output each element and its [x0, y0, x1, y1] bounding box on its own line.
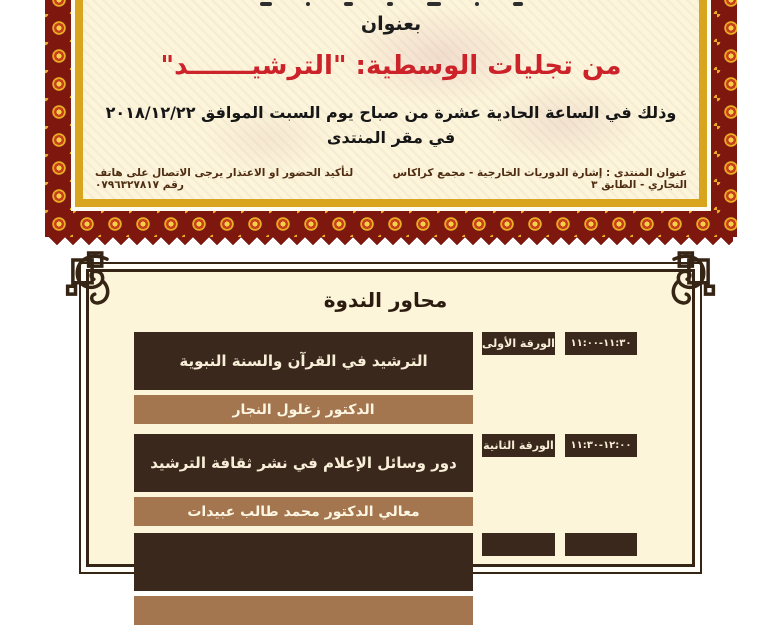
speaker-box: معالي الدكتور محمد طالب عبيدات	[134, 497, 473, 526]
text-fragment	[387, 2, 393, 6]
text-fragment	[427, 2, 441, 6]
contact-text: لتأكيد الحضور او الاعتذار يرجى الاتصال على هاتف رقم	[95, 167, 354, 191]
seminar-title: من تجليات الوسطية: "الترشيـــــــد"	[160, 51, 622, 81]
speaker-box	[134, 596, 473, 625]
agenda-row-1	[134, 332, 637, 424]
topic-box	[134, 533, 473, 591]
text-fragment	[260, 2, 272, 6]
text-fragment	[475, 2, 479, 6]
venue-line: في مقر المنتدى	[326, 128, 456, 147]
phone-number: ٠٧٩٦٣٢٧٨١٧	[95, 179, 160, 191]
agenda-row-2	[134, 434, 637, 526]
row-main-column	[134, 332, 473, 424]
paper-label-box: الورقة الأولى	[482, 332, 555, 355]
invitation-card	[45, 0, 737, 237]
footer-info-row	[93, 167, 689, 193]
subtitle-label: بعنوان	[360, 13, 422, 35]
datetime-text: وذلك في الساعة الحادية عشرة من صباح يوم السبت الموافق	[201, 103, 677, 122]
text-fragment	[306, 2, 310, 6]
datetime-line	[93, 103, 689, 122]
agenda-title: محاور الندوة	[323, 288, 448, 312]
topic-box: دور وسائل الإعلام في نشر ثقافة الترشيد	[134, 434, 473, 492]
time-box: ١٢:٠٠-١١:٣٠	[565, 434, 637, 457]
agenda-panel	[86, 269, 695, 567]
date-value: ٢٠١٨/١٢/٢٢	[105, 103, 196, 122]
paper-label-box	[482, 533, 555, 556]
venue-address: عنوان المنتدى : إشارة الدوريات الخارجية - مجمع كراكاس التجاري - الطابق ٣	[392, 167, 687, 191]
speaker-box: الدكتور زغلول النجار	[134, 395, 473, 424]
topic-box: الترشيد في القرآن والسنة النبوية	[134, 332, 473, 390]
border-fringe	[49, 237, 733, 245]
text-fragment	[344, 2, 353, 6]
agenda-row-3	[134, 533, 637, 625]
time-box: ١١:٣٠-١١:٠٠	[565, 332, 637, 355]
agenda-rows	[134, 332, 637, 625]
text-fragment	[513, 2, 523, 6]
time-box	[565, 533, 637, 556]
agenda-frame	[79, 262, 702, 574]
invitation-content	[83, 0, 699, 199]
contact-line	[95, 167, 355, 191]
paper-label-box: الورقة الثانية	[482, 434, 555, 457]
row-main-column	[134, 434, 473, 526]
scroll-corner-ornament	[660, 250, 716, 312]
row-main-column	[134, 533, 473, 625]
scroll-corner-ornament	[65, 250, 121, 312]
invitation-inner-panel	[75, 0, 707, 207]
cropped-text-fragments	[93, 2, 689, 9]
